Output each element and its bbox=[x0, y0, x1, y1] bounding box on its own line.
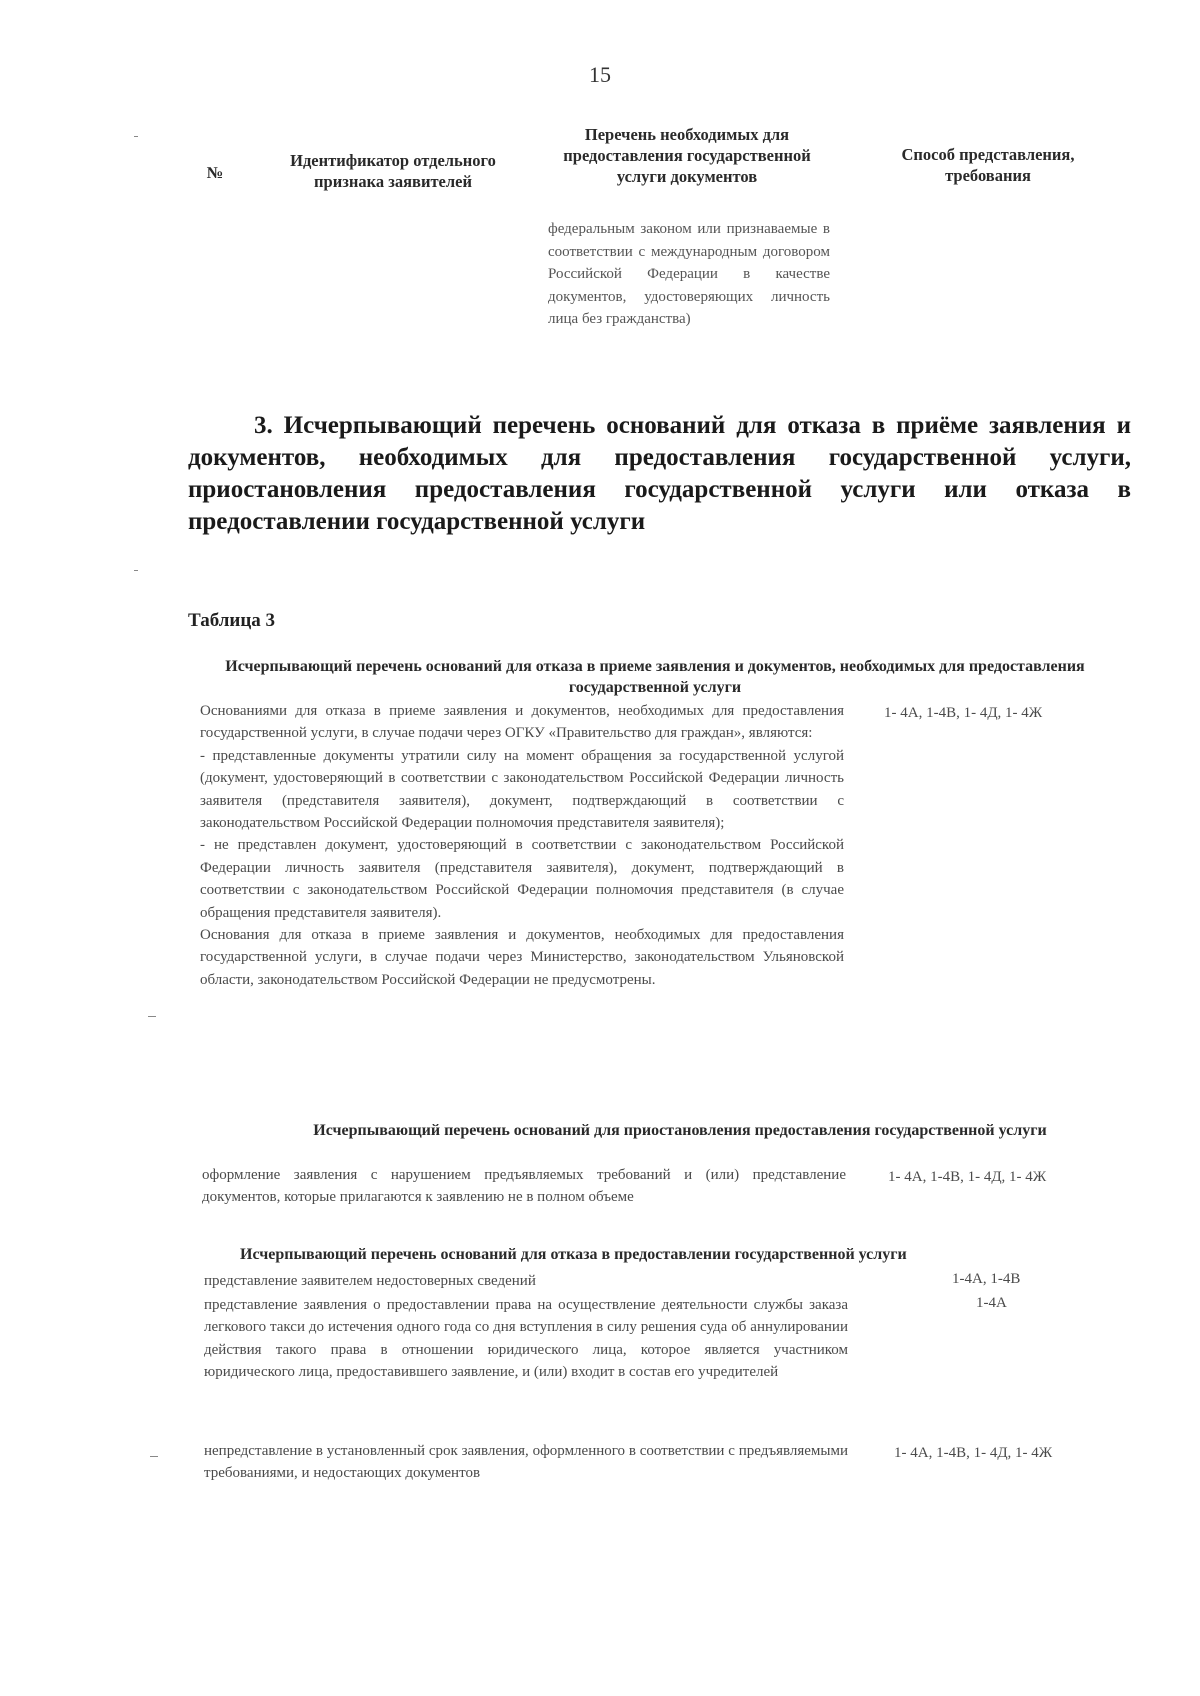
row-codes: 1-4А bbox=[976, 1295, 1007, 1311]
row-codes: 1- 4А, 1-4В, 1- 4Д, 1- 4Ж bbox=[884, 705, 1043, 721]
row-codes: 1- 4А, 1-4В, 1- 4Д, 1- 4Ж bbox=[888, 1169, 1047, 1185]
row-paragraph: Основания для отказа в приеме заявления и документов, необходимых для предоставления государственной услуги, в случае подачи через Министерство, законодательством Ульяновской области, законодательством Российской Федерации не предусмотрены. bbox=[200, 927, 844, 988]
table-label: Таблица 3 bbox=[188, 610, 276, 631]
row-codes: 1- 4А, 1-4В, 1- 4Д, 1- 4Ж bbox=[894, 1445, 1053, 1461]
group-caption-suspension: Исчерпывающий перечень оснований для приостановления предоставления государственной услуги bbox=[313, 1122, 1047, 1139]
row-paragraph: представление заявителем недостоверных сведений bbox=[204, 1273, 536, 1289]
row-paragraph: Основаниями для отказа в приеме заявления и документов, необходимых для предоставления государственной услуги, в случае подачи через ОГКУ «Правительство для граждан», являются: bbox=[200, 703, 844, 742]
header-col-method: Способ представления, требования bbox=[901, 145, 1075, 185]
table-row-suspension bbox=[202, 1164, 846, 1209]
scan-artifact bbox=[134, 570, 138, 571]
row-paragraph: непредставление в установленный срок заявления, оформленного в соответствии с предъявляемыми требованиями, и недостающих документов bbox=[204, 1443, 848, 1482]
scan-artifact bbox=[150, 1456, 158, 1457]
scan-artifact bbox=[148, 1016, 156, 1017]
header-col-documents: Перечень необходимых для предоставления государственной услуги документов bbox=[563, 125, 811, 186]
section-heading bbox=[188, 410, 1131, 538]
scan-artifact bbox=[134, 136, 138, 137]
page-number: 15 bbox=[589, 62, 611, 87]
row-paragraph: - не представлен документ, удостоверяющий в соответствии с законодательством Российской Федерации личность заявителя (представителя заявителя), документ, подтверждающий в соответствии с законодательством Российской Федерации полномочия представителя (в случае обращения представителя заявителя). bbox=[200, 837, 844, 921]
group-caption-reception-refusal: Исчерпывающий перечень оснований для отказа в приеме заявления и документов, необходимых для предоставления государственной услуги bbox=[225, 658, 1085, 696]
row-paragraph: представление заявления о предоставлении права на осуществление деятельности службы заказа легкового такси до истечения одного года со дня вступления в силу решения суда об аннулировании действия такого права в отношении юридического лица, которое является участником юридического лица, предоставившего заявление, и (или) входит в состав его учредителей bbox=[204, 1297, 848, 1381]
carryover-document-text: федеральным законом или признаваемые в соответствии с международным договором Российской Федерации в качестве документов, удостоверяющих личность лица без гражданства) bbox=[548, 221, 830, 327]
header-col-number: № bbox=[206, 163, 224, 182]
section-number: 3. bbox=[254, 412, 273, 439]
row-codes: 1-4А, 1-4В bbox=[952, 1271, 1021, 1287]
table-row-false-info bbox=[204, 1270, 848, 1292]
section-title: Исчерпывающий перечень оснований для отказа в приёме заявления и документов, необходимых для предоставления государственной услуги, приостановления предоставления государственной услуги или отказа в предоставлении государственной услуги bbox=[188, 412, 1131, 535]
group-caption-service-refusal: Исчерпывающий перечень оснований для отказа в предоставлении государственной услуги bbox=[240, 1246, 907, 1263]
table-row-annulled-right bbox=[204, 1294, 848, 1384]
row-paragraph: оформление заявления с нарушением предъявляемых требований и (или) представление документов, которые прилагаются к заявлению не в полном объеме bbox=[202, 1167, 846, 1206]
row-paragraph: - представленные документы утратили силу на момент обращения за государственной услугой (документ, удостоверяющий в соответствии с законодательством Российской Федерации личность заявителя (представителя заявителя), документ, подтверждающий в соответствии с законодательством Российской Федерации полномочия представителя заявителя); bbox=[200, 747, 844, 832]
table-row-reception-refusal bbox=[200, 700, 844, 991]
header-col-identifier: Идентификатор отдельного признака заявителей bbox=[290, 151, 496, 191]
table-row-missing-documents bbox=[204, 1440, 848, 1485]
